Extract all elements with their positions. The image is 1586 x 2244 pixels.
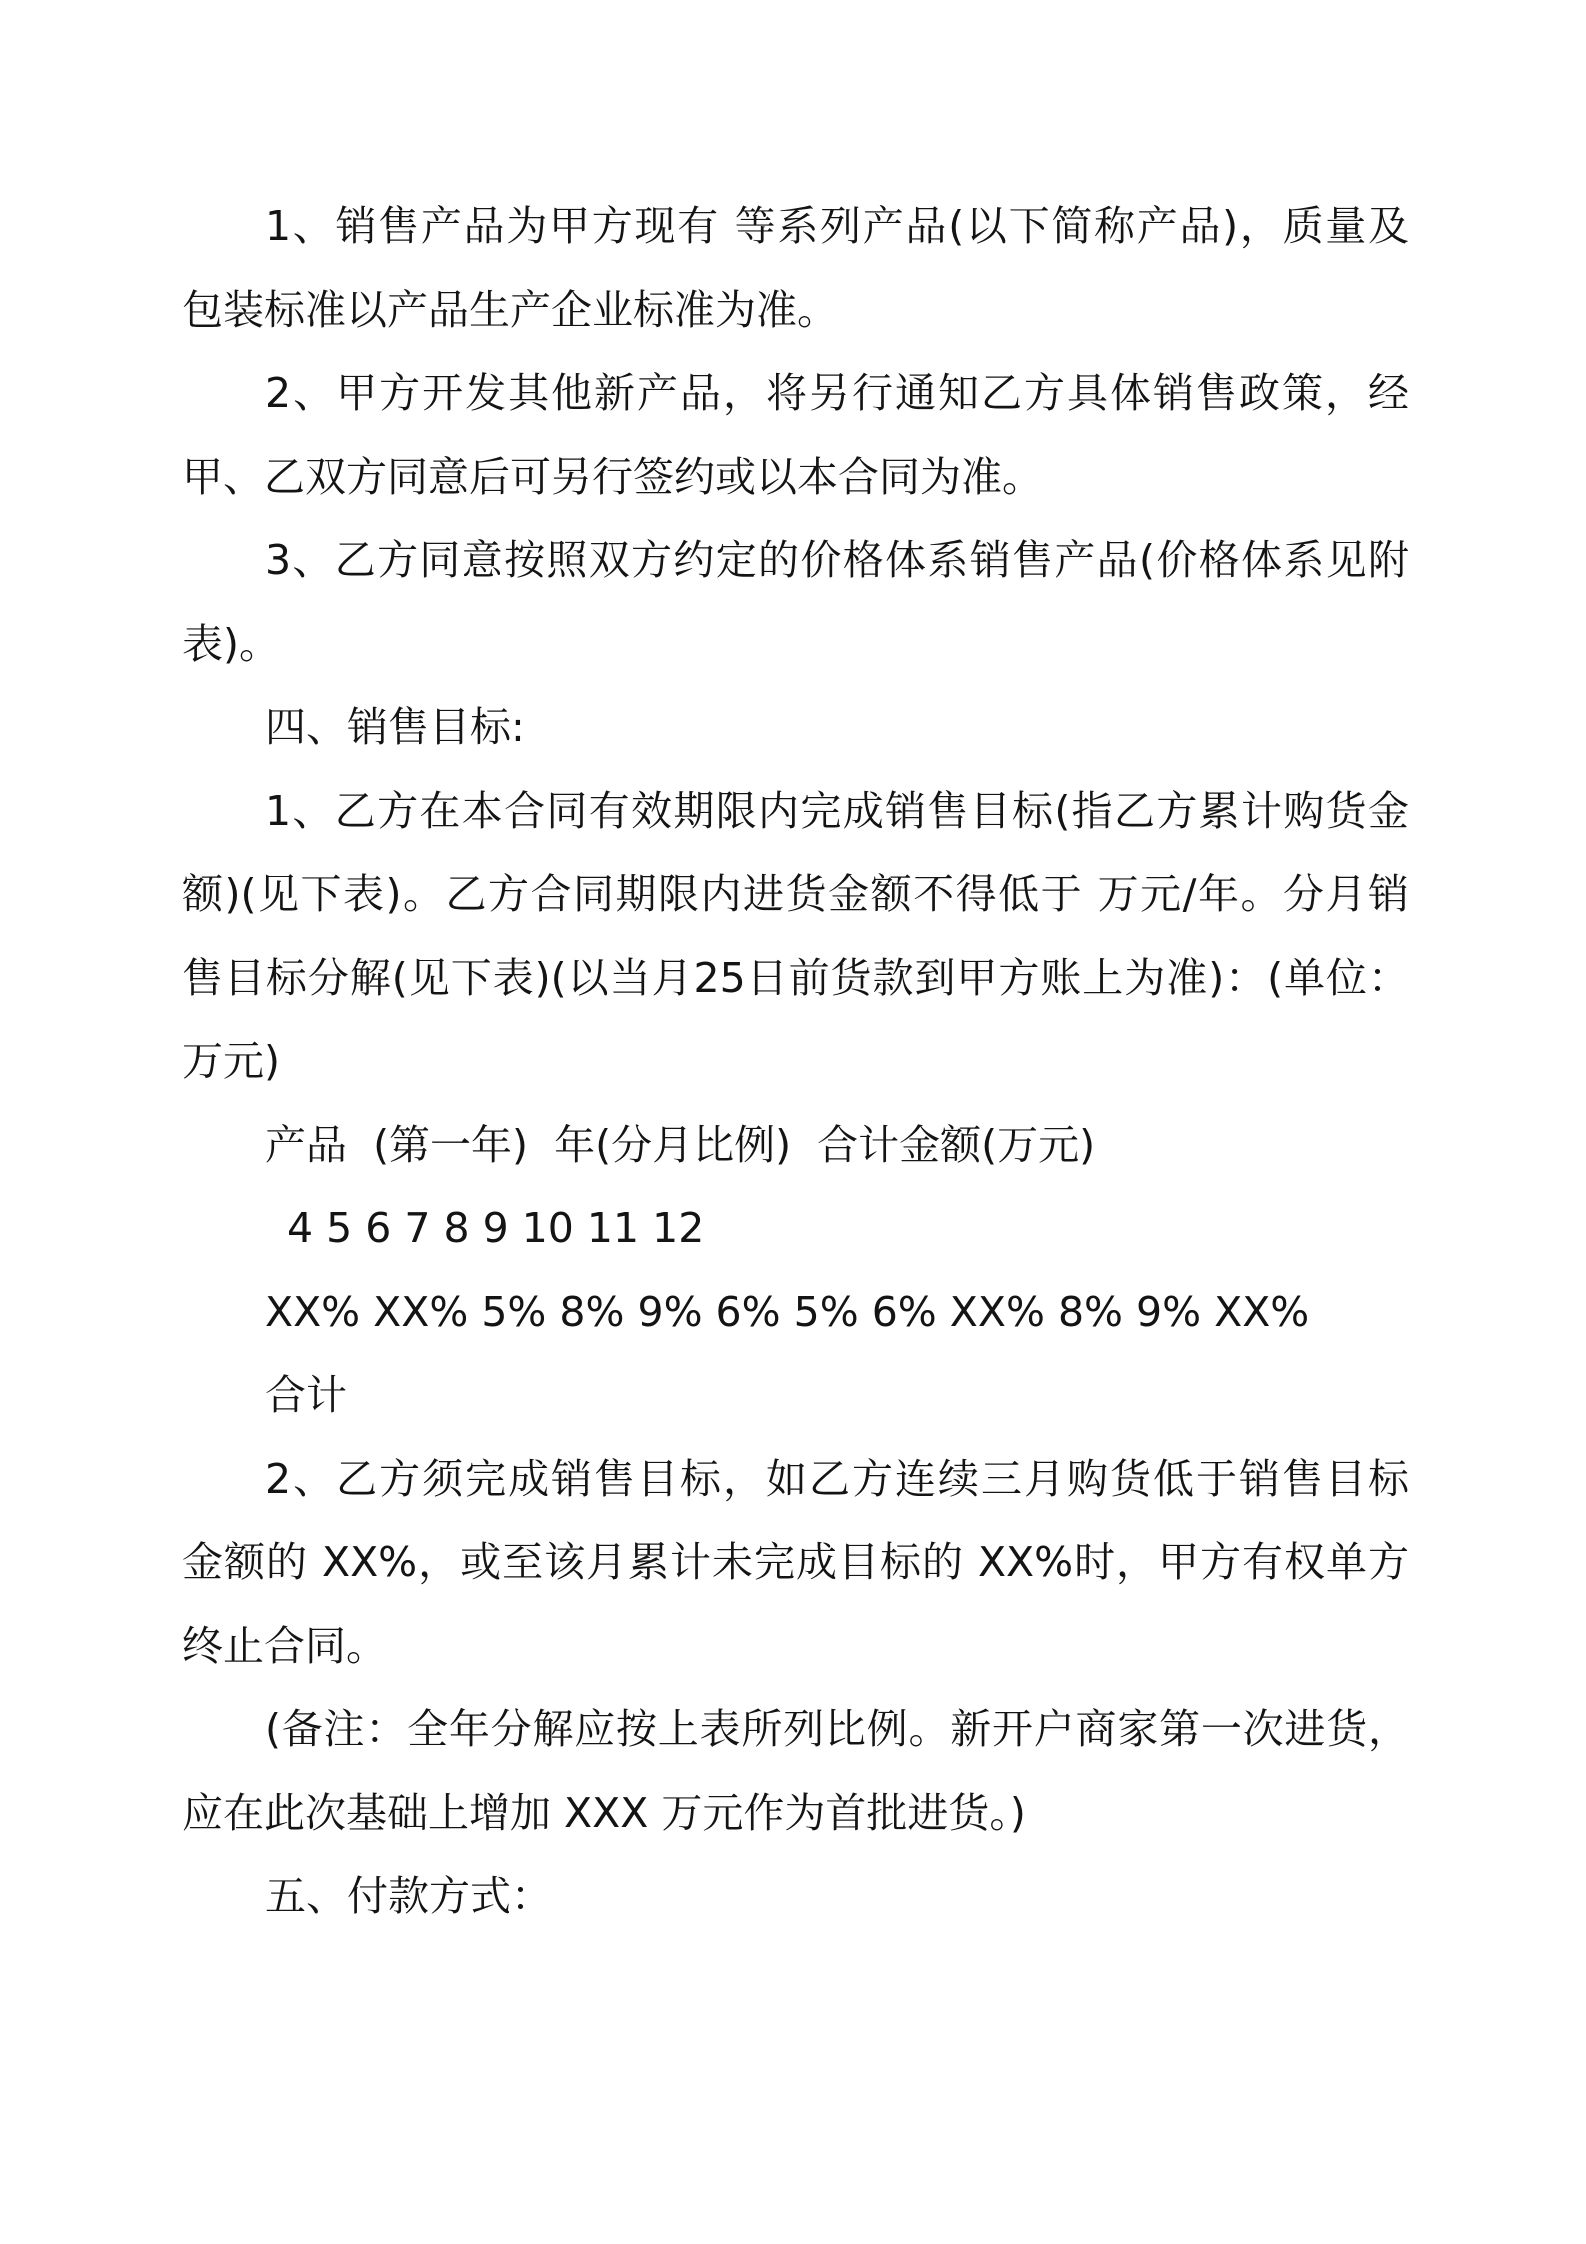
section-4-sales-target: [182, 686, 1409, 1855]
section-4-heading: 四、销售目标:: [265, 703, 525, 751]
sales-target-table: [182, 1104, 1409, 1438]
clause-2-line-2: 甲、乙双方同意后可另行签约或以本合同为准。: [182, 452, 1043, 501]
section-4-item-2: [182, 1438, 1409, 1689]
clause-3-line-1: 3、乙方同意按照双方约定的价格体系销售产品(价格体系见附: [265, 536, 1409, 584]
section-5-heading: 五、付款方式：: [265, 1872, 552, 1920]
clause-3: [182, 519, 1409, 686]
section-4-item-1-line-1: 1、乙方在本合同有效期限内完成销售目标(指乙方累计购货金: [265, 786, 1409, 835]
section-4-item-2-line-2: 金额的 XX%，或至该月累计未完成目标的 XX%时，甲方有权单方: [182, 1538, 1409, 1586]
section-4-item-1-line-4: 万元): [182, 1037, 280, 1085]
table-ratios-row: XX% XX% 5% 8% 9% 6% 5% 6% XX% 8% 9% XX%: [265, 1287, 1310, 1336]
clause-2-line-1: 2、甲方开发其他新产品，将另行通知乙方具体销售政策，经: [265, 369, 1409, 417]
section-4-item-1-line-2: 额)(见下表)。乙方合同期限内进货金额不得低于 万元/年。分月销: [182, 870, 1409, 918]
table-total-row: 合计: [265, 1371, 347, 1419]
section-4-item-1-line-3: 售目标分解(见下表)(以当月25日前货款到甲方账上为准)：(单位：: [182, 953, 1409, 1002]
clause-3-line-2: 表)。: [182, 619, 280, 668]
section-4-item-1: [182, 770, 1409, 1104]
clause-2: [182, 352, 1409, 519]
section-4-note: [182, 1688, 1409, 1855]
table-header-row: 产品 (第一年) 年(分月比例) 合计金额(万元): [265, 1120, 1096, 1169]
clause-1-line-1: 1、销售产品为甲方现有 等系列产品(以下简称产品)，质量及: [265, 202, 1409, 250]
section-4-item-2-line-1: 2、乙方须完成销售目标，如乙方连续三月购货低于销售目标: [265, 1454, 1409, 1503]
section-4-note-line-1: (备注：全年分解应按上表所列比例。新开户商家第一次进货，: [265, 1705, 1409, 1753]
section-5-payment: [182, 1855, 1409, 1939]
document-body: [182, 185, 1409, 1939]
clause-1: [182, 185, 1409, 352]
section-4-note-line-2: 应在此次基础上增加 XXX 万元作为首批进货。): [182, 1788, 1026, 1837]
section-4-item-2-line-3: 终止合同。: [182, 1621, 387, 1670]
clause-1-line-2: 包装标准以产品生产企业标准为准。: [182, 285, 838, 334]
table-months-row: 4 5 6 7 8 9 10 11 12: [287, 1204, 705, 1252]
